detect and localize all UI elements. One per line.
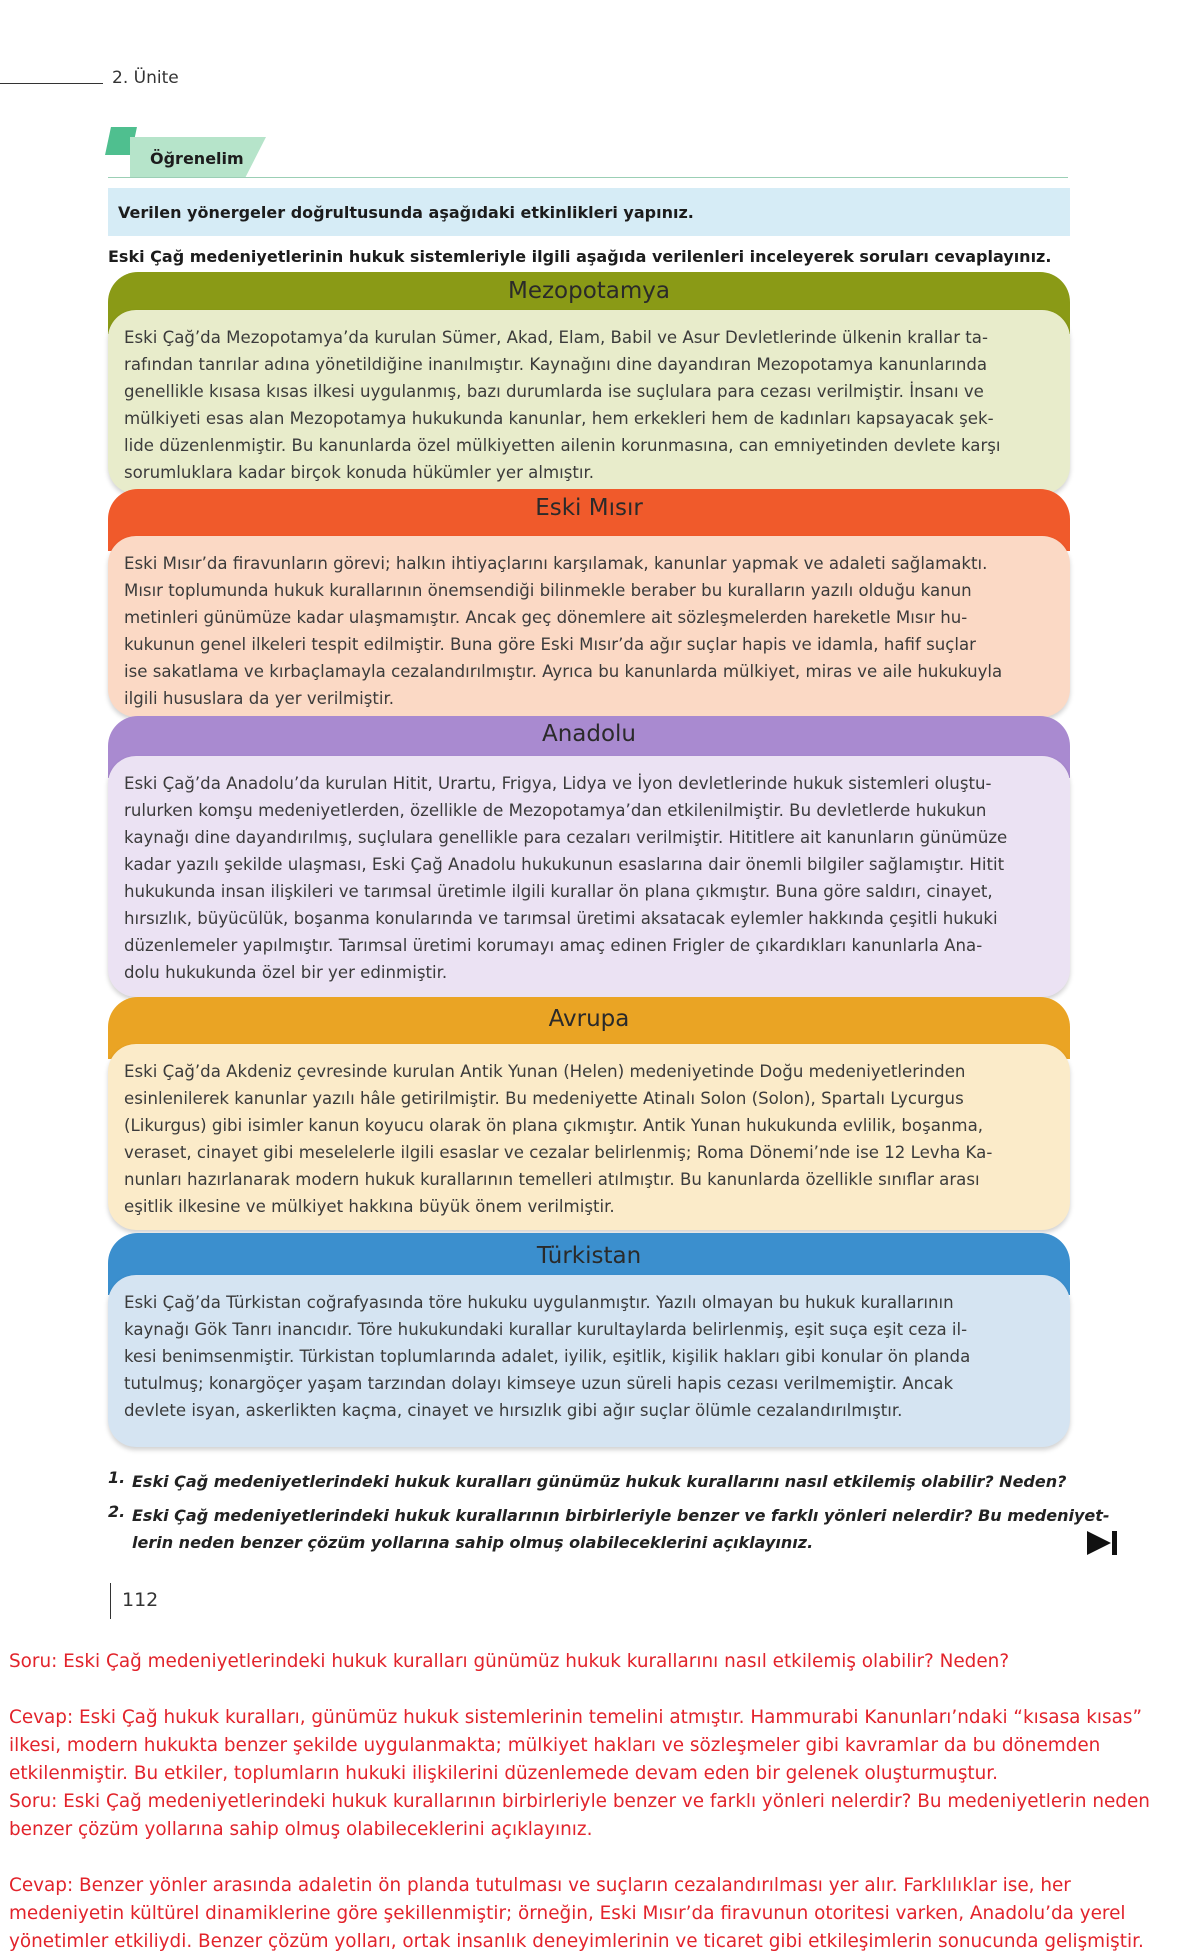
header-rule	[0, 83, 103, 84]
card-text-line: Eski Çağ’da Akdeniz çevresinde kurulan Antik Yunan (Helen) medeniyetinde Doğu medeniyetlerinden	[124, 1062, 966, 1081]
question-text-line: Eski Çağ medeniyetlerindeki hukuk kuralları günümüz hukuk kurallarını nasıl etkilemiş olabilir? Neden?	[132, 1472, 1067, 1491]
card-text-line: kaynağı Gök Tanrı inancıdır. Töre hukukundaki kurallar kurultaylarda belirlenmiş, eşit suça eşit ceza il-	[124, 1320, 968, 1339]
question-text	[132, 1468, 1067, 1495]
card-text-line: düzenlemeler yapılmıştır. Tarımsal üretimi korumayı amaç edinen Frigler de çıkardıkları kanunlarla Ana-	[124, 936, 983, 955]
card-text-line: sorumluklara kadar birçok konuda hükümler yer almıştır.	[124, 463, 595, 482]
question-number: 1.	[108, 1468, 126, 1487]
card-text-line: Eski Çağ’da Anadolu’da kurulan Hitit, Urartu, Frigya, Lidya ve İyon devletlerinde hukuk sistemleri oluştu-	[124, 774, 992, 793]
answer-block	[9, 1648, 1179, 1956]
answer-line: Cevap: Benzer yönler arasında adaletin ön planda tutulması ve suçların cezalandırılması yer alır. Farklılıklar ise, her	[9, 1875, 1071, 1896]
card-title: Mezopotamya	[507, 278, 671, 304]
card-title: Avrupa	[548, 1006, 630, 1032]
answer-line: benzer çözüm yollarına sahip olmuş olabileceklerini açıklayınız.	[9, 1819, 593, 1840]
card-body	[108, 310, 1070, 494]
card-text-line: genellikle kısasa kısas ilkesi uygulanmış, bazı durumlarda ise suçlulara para cezası verilmiştir. İnsanı ve	[124, 382, 984, 401]
instruction-text: Verilen yönergeler doğrultusunda aşağıdaki etkinlikleri yapınız.	[118, 203, 694, 222]
card-title: Türkistan	[536, 1243, 642, 1269]
card-text-line: mülkiyeti esas alan Mezopotamya hukukunda kanunlar, hem erkekleri hem de kadınları kapsayacak şek-	[124, 409, 994, 428]
question-text	[132, 1502, 1110, 1556]
section-rule	[108, 177, 1068, 178]
card-title: Eski Mısır	[535, 495, 643, 521]
question-text-line: Eski Çağ medeniyetlerindeki hukuk kurallarının birbirleriyle benzer ve farklı yönleri nelerdir? Bu medeniyet-	[132, 1506, 1110, 1525]
next-page-icon[interactable]	[1087, 1530, 1119, 1556]
answer-line: ilkesi, modern hukukta benzer şekilde uygulanmakta; mülkiyet hakları ve sözleşmeler gibi kavramlar da bu dönemden	[9, 1735, 1101, 1756]
card-text-line: (Likurgus) gibi isimler kanun koyucu olarak ön plana çıkmıştır. Antik Yunan hukukunda evlilik, boşanma,	[124, 1116, 984, 1135]
card-text-line: dolu hukukunda özel bir yer edinmiştir.	[124, 963, 448, 982]
card-text-line: rulurken komşu medeniyetlerden, özellikle de Mezopotamya’dan etkilenilmiştir. Bu devletlerde hukukun	[124, 801, 987, 820]
card-text-line: hırsızlık, büyücülük, boşanma konularında ve tarımsal üretimi aksatacak eylemler hakkında çeşitli hukuki	[124, 909, 998, 928]
card-text-line: nunları hazırlanarak modern hukuk kurallarının temelleri atılmıştır. Bu kanunlarda özellikle sınıflar arası	[124, 1170, 980, 1189]
card-text-line: esinlenilerek kanunlar yazılı hâle getirilmiştir. Bu medeniyette Atinalı Solon (Solon), Spartalı Lycurgus	[124, 1089, 964, 1108]
card-text-line: kukunun genel ilkeleri tespit edilmiştir. Buna göre Eski Mısır’da ağır suçlar hapis ve idamla, hafif suçlar	[124, 635, 976, 654]
page-number: 112	[122, 1589, 159, 1611]
card-text-line: hukukunda insan ilişkileri ve tarımsal üretimle ilgili kurallar ön plana çıkmıştır. Buna göre saldırı, cinayet,	[124, 882, 993, 901]
answer-line: yönetimler etkiliydi. Benzer çözüm yolları, ortak insanlık deneyimlerinin ve ticaret gibi etkileşimlerin sonucunda gelişmiştir.	[9, 1931, 1144, 1952]
card-body	[108, 1275, 1070, 1447]
answer-line: Soru: Eski Çağ medeniyetlerindeki hukuk kuralları günümüz hukuk kurallarını nasıl etkilemiş olabilir? Neden?	[9, 1651, 1010, 1672]
unit-label: 2. Ünite	[112, 68, 179, 88]
answer-line: Cevap: Eski Çağ hukuk kuralları, günümüz hukuk sistemlerinin temelini atmıştır. Hammurabi Kanunları’ndaki “kısasa kısas”	[9, 1707, 1142, 1728]
card-text-line: lide düzenlenmiştir. Bu kanunlarda özel mülkiyetten ailenin korunmasına, can emniyetinden devlete karşı	[124, 436, 1001, 455]
answer-line	[9, 1676, 1179, 1704]
answer-line: Soru: Eski Çağ medeniyetlerindeki hukuk kurallarının birbirleriyle benzer ve farklı yönleri nelerdir? Bu medeniyetlerin neden	[9, 1791, 1150, 1812]
question-text-line: lerin neden benzer çözüm yollarına sahip olmuş olabileceklerini açıklayınız.	[132, 1533, 814, 1552]
card-text-line: tutulmuş; konargöçer yaşam tarzından dolayı kimseye uzun süreli hapis cezası verilmemiştir. Ancak	[124, 1374, 954, 1393]
card-text-line: Eski Çağ’da Mezopotamya’da kurulan Sümer, Akad, Elam, Babil ve Asur Devletlerinde ülkenin krallar ta-	[124, 328, 988, 347]
card-text-line: kaynağı dine dayandırılmış, suçlulara genellikle para cezaları verilmiştir. Hititlere ait kanunların günümüze	[124, 828, 1008, 847]
answer-line	[9, 1844, 1179, 1872]
answer-line: medeniyetin kültürel dinamiklerine göre şekillenmiştir; örneğin, Eski Mısır’da firavunun otoritesi varken, Anadolu’da yerel	[9, 1903, 1126, 1924]
page-number-rule	[110, 1583, 111, 1619]
card-text-line: kesi benimsenmiştir. Türkistan toplumlarında adalet, iyilik, eşitlik, kişilik hakları gibi konular ön planda	[124, 1347, 971, 1366]
card-title: Anadolu	[541, 721, 637, 747]
intro-text: Eski Çağ medeniyetlerinin hukuk sistemleriyle ilgili aşağıda verilenleri inceleyerek soruları cevaplayınız.	[108, 247, 1052, 266]
card-text-line: Eski Mısır’da firavunların görevi; halkın ihtiyaçlarını karşılamak, kanunlar yapmak ve adaleti sağlamaktı.	[124, 554, 988, 573]
card-text-line: rafından tanrılar adına yönetildiğine inanılmıştır. Kaynağını dine dayandıran Mezopotamya kanunlarında	[124, 355, 988, 374]
question-number: 2.	[108, 1502, 126, 1521]
answer-line: etkilenmiştir. Bu etkiler, toplumların hukuki ilişkilerini düzenlemede devam eden bir gelenek oluşturmuştur.	[9, 1763, 998, 1784]
card-text-line: ise sakatlama ve kırbaçlamayla cezalandırılmıştır. Ayrıca bu kanunlarda mülkiyet, miras ve aile hukukuyla	[124, 662, 1003, 681]
card-body	[108, 536, 1070, 717]
card-text-line: Eski Çağ’da Türkistan coğrafyasında töre hukuku uygulanmıştır. Yazılı olmayan bu hukuk kurallarının	[124, 1293, 954, 1312]
card-text-line: veraset, cinayet gibi meselelerle ilgili esaslar ve cezalar belirlenmiş; Roma Dönemi’nde ise 12 Levha Ka-	[124, 1143, 993, 1162]
card-text-line: kadar yazılı şekilde ulaşması, Eski Çağ Anadolu hukukunun esaslarına dair önemli bilgiler sağlamıştır. Hitit	[124, 855, 1005, 874]
card-body	[108, 756, 1070, 997]
card-body	[108, 1044, 1070, 1230]
card-text-line: devlete isyan, askerlikten kaçma, cinayet ve hırsızlık gibi ağır suçlar ölümle cezalandırılmıştır.	[124, 1401, 903, 1420]
section-tag-label: Öğrenelim	[150, 149, 244, 168]
card-text-line: ilgili hususlara da yer verilmiştir.	[124, 689, 395, 708]
card-text-line: Mısır toplumunda hukuk kurallarının önemsendiği bilinmekle beraber bu kuralların yazılı olduğu kanun	[124, 581, 972, 600]
card-text-line: eşitlik ilkesine ve mülkiyet hakkına büyük önem verilmiştir.	[124, 1197, 615, 1216]
card-text-line: metinleri günümüze kadar ulaşmamıştır. Ancak geç dönemlere ait sözleşmelerden hareketle Mısır hu-	[124, 608, 968, 627]
